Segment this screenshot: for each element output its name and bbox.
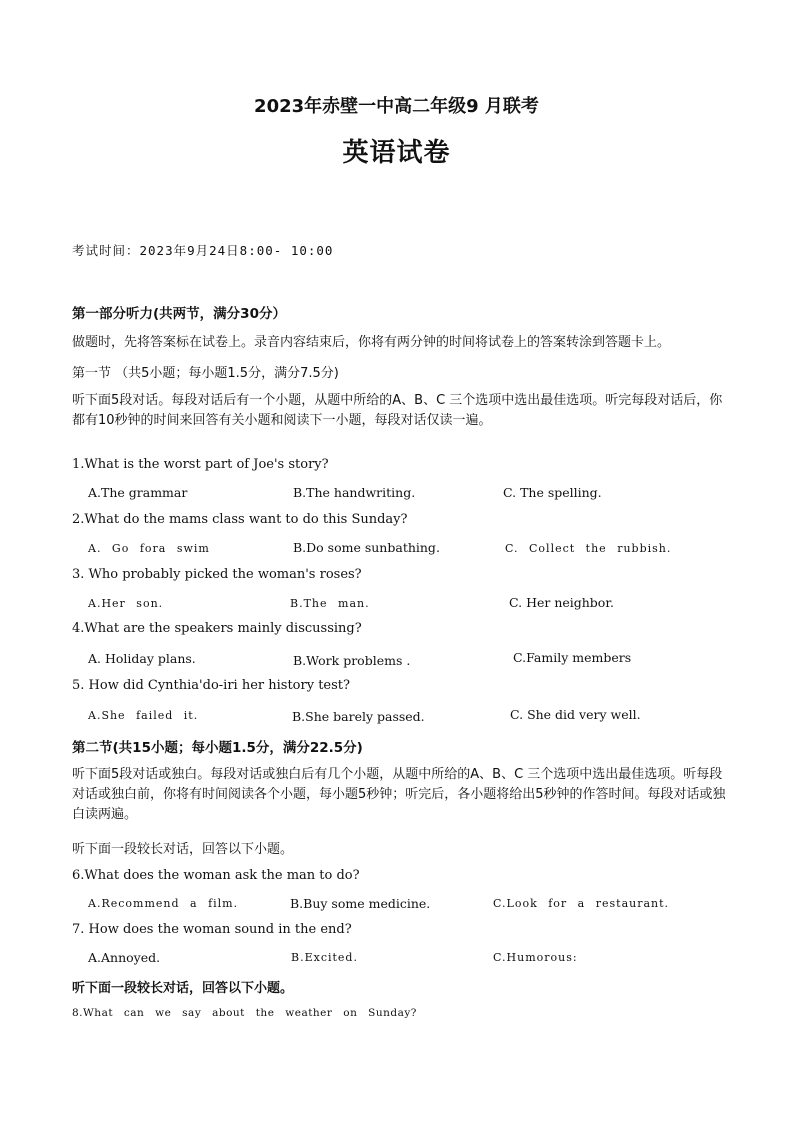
q5-option-b: B.She barely passed. bbox=[292, 709, 425, 724]
exam-title: 2023年赤壁一中高二年级9 月联考 bbox=[254, 96, 539, 117]
q6-option-b: B.Buy some medicine. bbox=[290, 896, 431, 911]
question-6: 6.What does the woman ask the man to do? bbox=[72, 868, 360, 883]
question-1: 1.What is the worst part of Joe's story? bbox=[72, 457, 329, 472]
question-5: 5. How did Cynthia'do-iri her history test? bbox=[72, 678, 350, 693]
section1-instruction: 听下面5段对话。每段对话后有一个小题，从题中所给的A、B、C 三个选项中选出最佳选项。听完每段对话后，你都有10秒钟的时间来回答有关小题和阅读下一小题，每段对话仅读一遍。 bbox=[72, 393, 723, 428]
q1-option-b: B.The handwriting. bbox=[293, 485, 416, 500]
q7-option-a: A.Annoyed. bbox=[88, 950, 161, 965]
part1-instruction: 做题时，先将答案标在试卷上。录音内容结束后，你将有两分钟的时间将试卷上的答案转涂到答题卡上。 bbox=[72, 335, 671, 350]
q5-option-c: C. She did very well. bbox=[510, 707, 641, 722]
exam-time: 考试时间：2023年9月24日8:00- 10:00 bbox=[72, 243, 334, 258]
q4-option-c: C.Family members bbox=[513, 650, 632, 665]
q2-option-a: A. Go fora swim bbox=[88, 542, 210, 555]
q4-option-b: B.Work problems . bbox=[293, 653, 411, 668]
question-2: 2.What do the mams class want to do this Sunday? bbox=[72, 512, 408, 527]
q7-option-b: B.Excited. bbox=[291, 951, 358, 964]
q2-option-c: C. Collect the rubbish. bbox=[505, 542, 672, 555]
q3-option-a: A.Her son. bbox=[88, 597, 164, 610]
question-8: 8.What can we say about the weather on Sunday? bbox=[72, 1007, 417, 1019]
q3-option-c: C. Her neighbor. bbox=[509, 595, 614, 610]
question-7: 7. How does the woman sound in the end? bbox=[72, 922, 352, 937]
section1-heading: 第一节 （共5小题；每小题1.5分，满分7.5分) bbox=[72, 366, 339, 381]
section2-heading: 第二节(共15小题；每小题1.5分，满分22.5分) bbox=[72, 740, 363, 756]
q1-option-c: C. The spelling. bbox=[503, 485, 602, 500]
question-4: 4.What are the speakers mainly discussing? bbox=[72, 621, 362, 636]
dialog2-intro: 听下面一段较长对话，回答以下小题。 bbox=[72, 981, 294, 996]
q6-option-c: C.Look for a restaurant. bbox=[493, 897, 670, 910]
part1-heading: 第一部分听力(共两节，满分30分） bbox=[72, 306, 286, 322]
dialog1-intro: 听下面一段较长对话，回答以下小题。 bbox=[72, 842, 294, 857]
q5-option-a: A.She failed it. bbox=[88, 709, 199, 722]
q7-option-c: C.Humorous: bbox=[493, 951, 578, 964]
section2-instruction: 听下面5段对话或独白。每段对话或独白后有几个小题，从题中所给的A、B、C 三个选项中选出最佳选项。听每段对话或独白前，你将有时间阅读各个小题，每小题5秒钟；听完后，各小题将给出5秒钟的作答时间。每段对话或独白读两遍。 bbox=[72, 767, 726, 822]
subject-title: 英语试卷 bbox=[342, 138, 451, 168]
q6-option-a: A.Recommend a film. bbox=[88, 897, 239, 910]
q4-option-a: A. Holiday plans. bbox=[88, 651, 196, 666]
q3-option-b: B.The man. bbox=[290, 597, 370, 610]
q1-option-a: A.The grammar bbox=[88, 485, 188, 500]
question-3: 3. Who probably picked the woman's roses? bbox=[72, 567, 362, 582]
q2-option-b: B.Do some sunbathing. bbox=[293, 540, 440, 555]
